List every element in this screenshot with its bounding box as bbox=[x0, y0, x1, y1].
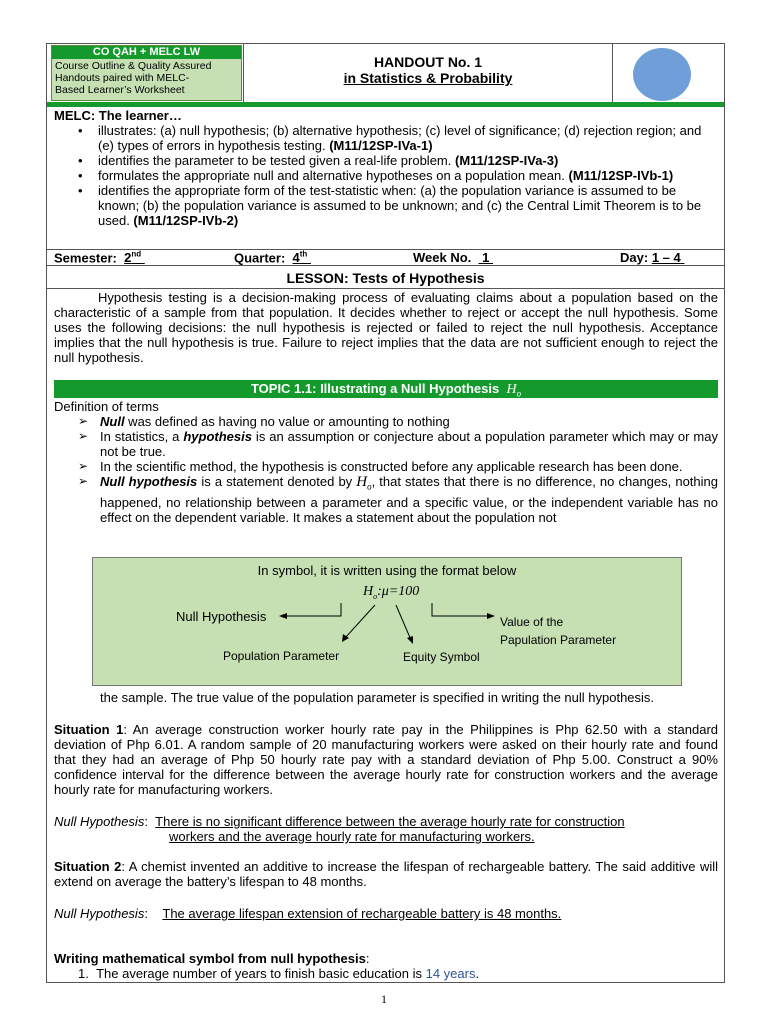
definition-item: ➢ Null was defined as having no value or amounting to nothing bbox=[100, 414, 718, 429]
lesson-title: LESSON: Tests of Hypothesis bbox=[47, 269, 724, 289]
null-formula: $H_o:\mu=100$ bbox=[363, 584, 420, 601]
definition-item: ➢ In the scientific method, the hypothesis is constructed before any applicable research has been done. bbox=[100, 459, 718, 474]
symbol-heading: In symbol, it is written using the format below bbox=[257, 563, 517, 578]
quarter: Quarter: 4th bbox=[234, 250, 308, 266]
week-number: Week No. 1 bbox=[413, 250, 490, 265]
course-description: Course Outline & Quality Assured Handouts paired with MELC- Based Learner’s Worksheet bbox=[55, 60, 212, 96]
page-number: 1 bbox=[381, 992, 387, 1006]
handout-title bbox=[243, 44, 613, 102]
header bbox=[47, 44, 724, 103]
melc-title: MELC: The learner… bbox=[54, 108, 182, 123]
logo-circle bbox=[633, 48, 691, 101]
melc-item: • identifies the parameter to be tested given a real-life problem. (M11/12SP-IVa-3) bbox=[98, 153, 718, 168]
definition-title: Definition of terms bbox=[54, 399, 159, 414]
symbol-box bbox=[92, 557, 682, 686]
definition-list bbox=[54, 414, 718, 525]
header-divider bbox=[47, 102, 724, 107]
melc-item: • identifies the appropriate form of the test-statistic when: (a) the population variance is assumed to be known; (b) the population variance is assumed to be unknown; and (c) the Central Limit Theorem is to be used. (M11/12SP-IVb-2) bbox=[98, 183, 718, 228]
situation-2-null: Null Hypothesis: The average lifespan extension of rechargeable battery is 48 months. bbox=[54, 906, 562, 921]
melc-section bbox=[54, 108, 718, 228]
population-parameter-label: Population Parameter bbox=[223, 649, 340, 663]
intro-paragraph: Hypothesis testing is a decision-making process of evaluating claims about a population based on the characteristic of a sample from that population. It decides whether to reject or accept the null hypothesis. Some uses the following decisions: the null hypothesis is rejected or failed to reject the null hypothesis. Acceptance implies that the null hypothesis is true. Failure to reject implies that the data are not sufficient enough to reject the null hypothesis. bbox=[54, 290, 718, 365]
melc-item: • illustrates: (a) null hypothesis; (b) alternative hypothesis; (c) level of significance; (d) rejection region; and (e) types of errors in hypothesis testing. (M11/12SP-IVa-1) bbox=[98, 123, 718, 153]
course-tag: CO QAH + MELC LW bbox=[52, 46, 241, 59]
situation-2: Situation 2: A chemist invented an additive to increase the lifespan of rechargeable battery. The said additive will extend on average the battery’s lifespan to 48 months. bbox=[54, 859, 718, 889]
null-hypothesis-label: Null Hypothesis bbox=[176, 609, 267, 624]
handout-page bbox=[46, 43, 725, 983]
melc-item: • formulates the appropriate null and alternative hypotheses on a population mean. (M11/12SP-IVb-1) bbox=[98, 168, 718, 183]
writing-item: 1. The average number of years to finish basic education is 14 years. bbox=[78, 966, 480, 981]
schedule-row bbox=[47, 249, 724, 266]
writing-section: Writing mathematical symbol from null hypothesis: 1. The average number of years to finish basic education is 14 years. bbox=[54, 951, 718, 981]
situation-1: Situation 1: An average construction worker hourly rate pay in the Philippines is Php 62.50 with a standard deviation of Php 6.01. A random sample of 20 manufacturing workers were asked on their hourly rate and found that they had an average of Php 50 hourly rate pay with a standard deviation of Php 5.00. Construct a 90% confidence interval for the difference between the average hourly rate for construction workers and the average hourly rate for manufacturing workers. bbox=[54, 722, 719, 797]
definitions bbox=[54, 399, 718, 525]
day-range: Day: 1 – 4 bbox=[620, 250, 681, 265]
course-outline-box bbox=[51, 45, 242, 101]
situation-1-null: Null Hypothesis: There is no significant difference between the average hourly rate for construction workers and the average hourly rate for manufacturing workers. bbox=[54, 814, 625, 844]
definition-item: ➢ In statistics, a hypothesis is an assumption or conjecture about a population parameter which may or may not be true. bbox=[100, 429, 718, 459]
value-label: Value of the Papulation Parameter bbox=[500, 615, 617, 647]
handout-subject: in Statistics & Probability bbox=[343, 70, 513, 86]
continuation-text: the sample. The true value of the population parameter is specified in writing the null hypothesis. bbox=[100, 690, 655, 705]
definition-item: ➢ Null hypothesis is a statement denoted by $H_o$, that states that there is no difference, no changes, nothing happened, no relationship between a parameter and a specific value, or the independent variable has no effect on the dependent variable. It makes a statement about the population not bbox=[100, 474, 718, 525]
equity-symbol-label: Equity Symbol bbox=[403, 650, 480, 664]
topic-banner: TOPIC 1.1: Illustrating a Null Hypothesis $H_o$ bbox=[54, 380, 718, 398]
writing-title: Writing mathematical symbol from null hypothesis bbox=[54, 951, 366, 966]
handout-number: HANDOUT No. 1 bbox=[373, 54, 483, 70]
semester: Semester: 2nd bbox=[54, 250, 142, 266]
melc-list bbox=[54, 123, 718, 228]
